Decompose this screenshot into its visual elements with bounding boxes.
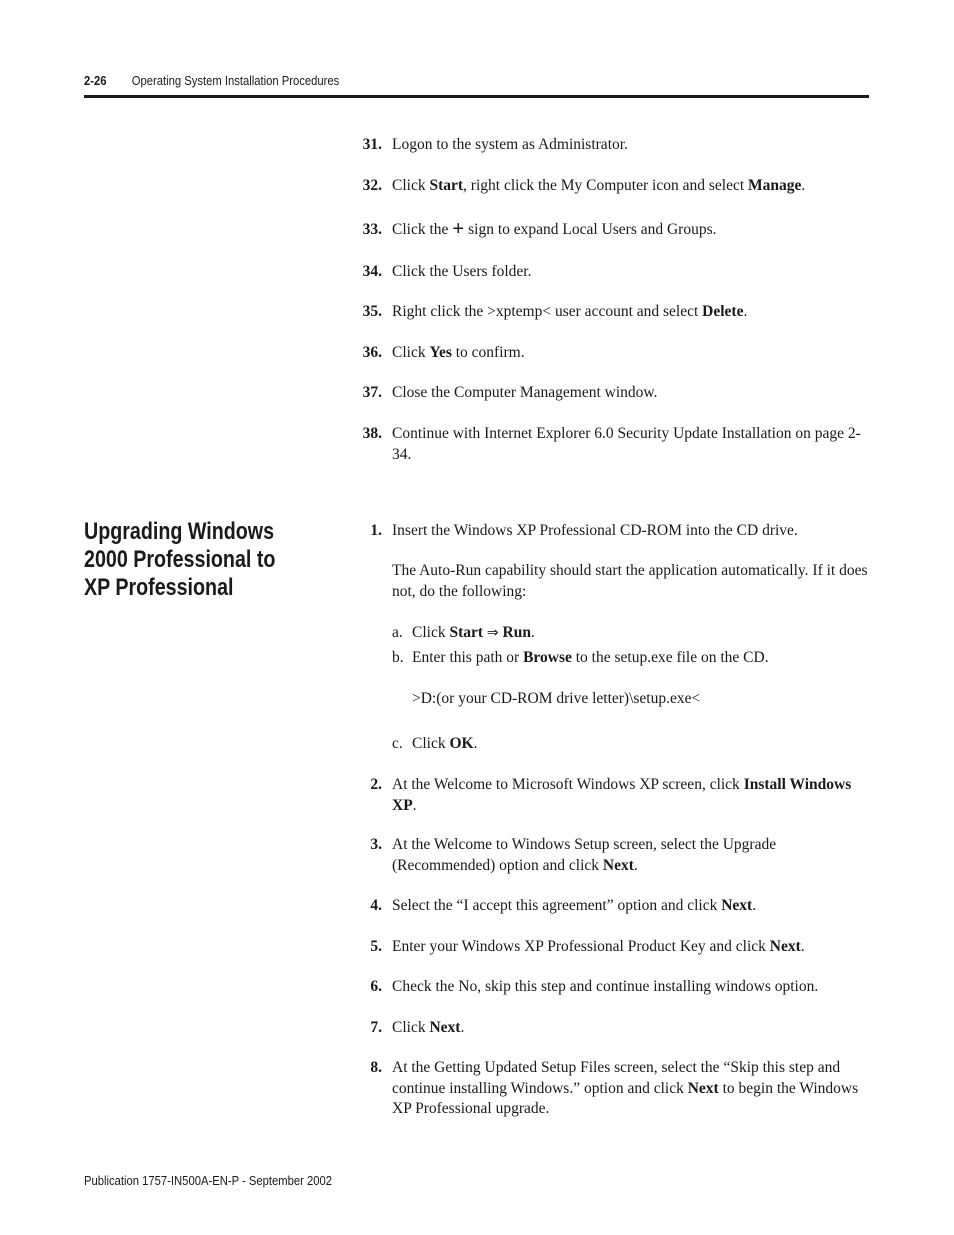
- text-run: Enter your Windows XP Professional Product Key and click: [392, 938, 770, 955]
- bold-term: Next: [429, 1019, 461, 1036]
- step-number: 8.: [370, 1059, 382, 1076]
- text-run: .: [752, 897, 757, 914]
- step-text: [392, 937, 870, 958]
- step-text: [392, 521, 870, 542]
- substep-text: [412, 734, 870, 755]
- bold-term: Start: [449, 624, 484, 641]
- bold-term: Browse: [523, 649, 572, 666]
- step-number: 32.: [362, 177, 382, 194]
- substep-letter: a.: [392, 624, 403, 641]
- step-number: 6.: [370, 978, 382, 995]
- plus-sign-icon: +: [452, 216, 465, 240]
- text-run: Click: [412, 735, 450, 752]
- substep-letter: b.: [392, 649, 404, 666]
- text-run: Continue with Internet Explorer 6.0 Security Update Installation on page 2-34.: [392, 425, 861, 463]
- step-number: 36.: [362, 344, 382, 361]
- step-text: [392, 1058, 870, 1120]
- text-run: Right click the >xptemp< user account and select: [392, 303, 703, 320]
- text-run: .: [801, 177, 806, 194]
- substep-letter: c.: [392, 735, 403, 752]
- bold-term: Yes: [429, 344, 452, 361]
- step-text: [392, 977, 870, 998]
- step-number: 7.: [370, 1019, 382, 1036]
- autorun-note: The Auto-Run capability should start the application automatically. If it does not, do the following:: [392, 562, 868, 600]
- text-run: Enter this path or: [412, 649, 524, 666]
- step-number: 33.: [362, 221, 382, 238]
- running-title: Operating System Installation Procedures: [131, 74, 340, 88]
- bold-term: Install Windows XP: [392, 776, 852, 814]
- step-text: [392, 262, 870, 283]
- step-number: 34.: [362, 263, 382, 280]
- text-run: Click the Users folder.: [392, 263, 532, 280]
- step-text: [392, 216, 870, 241]
- bold-term: Next: [721, 897, 753, 914]
- step-text: [392, 135, 870, 156]
- page-header: [84, 72, 791, 94]
- bold-term: Next: [687, 1079, 719, 1097]
- text-run: , right click the My Computer icon and select: [463, 177, 749, 194]
- text-run: Click: [392, 177, 430, 194]
- text-run: Click: [392, 1019, 430, 1036]
- text-run: to begin the Windows XP Professional upgrade.: [392, 1079, 859, 1117]
- text-run: .: [473, 735, 478, 752]
- page-number: 2-26: [84, 74, 107, 88]
- text-run: At the Getting Updated Setup Files screen, select the “Skip this step and continue installing Windows.” option and click: [392, 1059, 841, 1097]
- text-run: Check the No, skip this step and continue installing windows option.: [392, 978, 819, 995]
- text-run: .: [800, 938, 805, 955]
- text-run: Click the: [392, 221, 453, 238]
- text-run: sign to expand Local Users and Groups.: [464, 221, 717, 238]
- text-run: to the setup.exe file on the CD.: [571, 649, 769, 666]
- text-run: Click: [392, 344, 430, 361]
- step-number: 37.: [362, 384, 382, 401]
- bold-term: Delete: [702, 303, 744, 320]
- text-run: .: [743, 303, 748, 320]
- text-run: At the Welcome to Windows Setup screen, select the Upgrade (Recommended) option and click: [392, 836, 777, 874]
- text-run: to confirm.: [451, 344, 525, 361]
- text-run: Click: [412, 624, 450, 641]
- step-number: 4.: [370, 897, 382, 914]
- step-text: [392, 896, 870, 917]
- step-number: 3.: [370, 836, 382, 853]
- text-run: Insert the Windows XP Professional CD-ROM into the CD drive.: [392, 522, 798, 539]
- substep-text: [412, 648, 870, 669]
- text-run: Close the Computer Management window.: [392, 384, 658, 401]
- step-text: [392, 343, 870, 364]
- page-footer: Publication 1757-IN500A-EN-P - September 2002: [84, 1174, 333, 1188]
- text-run: At the Welcome to Microsoft Windows XP screen, click: [392, 776, 744, 793]
- step-number: 35.: [362, 303, 382, 320]
- text-run: .: [633, 856, 638, 874]
- step-number: 1.: [370, 522, 382, 539]
- step-text: [392, 176, 870, 197]
- step-number: 31.: [362, 136, 382, 153]
- step-text: [392, 383, 870, 404]
- step-text: [392, 302, 870, 323]
- substep-text: [412, 623, 870, 644]
- text-run: .: [412, 796, 417, 814]
- step-text: [392, 424, 870, 465]
- bold-term: Next: [769, 938, 801, 955]
- bold-term: Manage: [748, 177, 802, 194]
- step-text: [392, 775, 870, 816]
- step-number: 5.: [370, 938, 382, 955]
- setup-path: >D:(or your CD-ROM drive letter)\setup.exe<: [412, 690, 701, 707]
- bold-term: Run: [502, 624, 531, 641]
- arrow-right-icon: ⇒: [486, 625, 499, 641]
- header-rule: [84, 95, 869, 98]
- section-heading: Upgrading Windows 2000 Professional to XP Professional: [84, 518, 276, 601]
- text-run: .: [530, 624, 535, 641]
- text-run: Logon to the system as Administrator.: [392, 136, 628, 153]
- step-number: 2.: [370, 776, 382, 793]
- bold-term: Start: [429, 177, 464, 194]
- bold-term: OK: [449, 735, 474, 752]
- step-number: 38.: [362, 425, 382, 442]
- step-text: [392, 1018, 870, 1039]
- bold-term: Next: [602, 856, 634, 874]
- text-run: Select the “I accept this agreement” option and click: [392, 897, 722, 914]
- text-run: .: [460, 1019, 465, 1036]
- step-text: [392, 835, 870, 876]
